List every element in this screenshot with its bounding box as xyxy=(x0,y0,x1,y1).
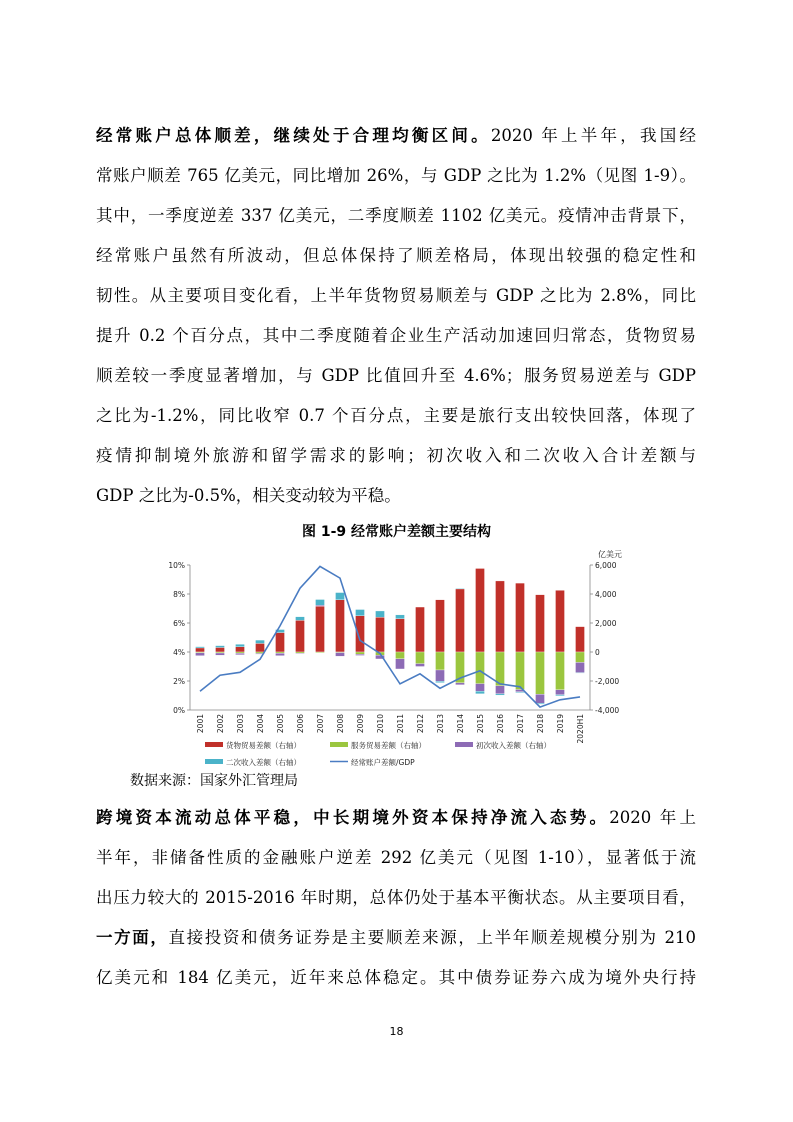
category-label: 2011 xyxy=(396,714,405,734)
category-label: 2009 xyxy=(356,714,365,734)
bar xyxy=(316,606,325,652)
bar xyxy=(536,595,545,652)
category-label: 2002 xyxy=(216,714,225,734)
bar xyxy=(196,653,205,656)
bar xyxy=(536,694,545,703)
text-line xyxy=(96,396,696,436)
bar xyxy=(476,684,485,692)
text-line xyxy=(96,316,696,356)
bar xyxy=(376,611,385,617)
left-tick-label: 10% xyxy=(168,561,185,570)
right-tick-label: 2,000 xyxy=(595,619,617,628)
bar xyxy=(236,644,245,646)
bar xyxy=(316,605,325,606)
text-line xyxy=(96,276,696,316)
text-line xyxy=(96,196,696,236)
right-tick-label: 0 xyxy=(595,648,600,657)
text-line xyxy=(96,236,696,276)
text-line xyxy=(96,356,696,396)
bar xyxy=(556,690,565,695)
bar xyxy=(456,683,465,685)
category-label: 2016 xyxy=(496,714,505,734)
category-label: 2006 xyxy=(296,714,305,734)
bar xyxy=(576,673,585,674)
bar xyxy=(436,681,445,682)
figure-title: 图 1-9 经常账户差额主要结构 xyxy=(301,524,492,540)
bar xyxy=(236,653,245,654)
bar xyxy=(256,640,265,643)
bar xyxy=(416,652,425,664)
text-line xyxy=(96,116,696,156)
line-text: 其中，一季度逆差 337 亿美元，二季度顺差 1102 亿美元。疫情冲击背景下， xyxy=(96,206,696,225)
line-text: 出压力较大的 2015-2016 年时期，总体仍处于基本平衡状态。从主要项目看， xyxy=(96,888,696,907)
bar xyxy=(216,653,225,655)
bar xyxy=(456,588,465,589)
bar xyxy=(496,694,505,695)
bar xyxy=(416,664,425,667)
data-source: 数据来源：国家外汇管理局 xyxy=(130,773,298,789)
left-tick-label: 0% xyxy=(173,706,185,715)
bar xyxy=(396,619,405,652)
bar xyxy=(556,695,565,696)
paragraph-capital-flow xyxy=(96,798,696,998)
bar xyxy=(236,647,245,652)
legend-label: 服务贸易差额（右轴） xyxy=(351,741,426,750)
legend-label: 二次收入差额（右轴） xyxy=(226,758,301,767)
bar xyxy=(516,583,525,652)
bar xyxy=(436,652,445,670)
legend-label: 货物贸易差额（右轴） xyxy=(226,741,301,750)
category-label: 2007 xyxy=(316,714,325,734)
line-text: GDP 之比为-0.5%，相关变动较为平稳。 xyxy=(96,486,401,505)
category-label: 2015 xyxy=(476,714,485,734)
category-label: 2008 xyxy=(336,714,345,734)
category-label: 2020H1 xyxy=(576,714,585,744)
bar xyxy=(556,590,565,652)
bold-lead: 经常账户总体顺差，继续处于合理均衡区间。 xyxy=(96,126,491,145)
line-text: 经常账户虽然有所波动，但总体保持了顺差格局，体现出较强的稳定性和 xyxy=(96,246,696,265)
bar xyxy=(496,581,505,652)
line-text: 韧性。从主要项目变化看，上半年货物贸易顺差与 GDP 之比为 2.8%，同比 xyxy=(96,286,696,305)
text-line xyxy=(96,798,696,838)
text-line xyxy=(96,918,696,958)
category-label: 2018 xyxy=(536,714,545,734)
bar xyxy=(316,600,325,606)
line-text: 提升 0.2 个百分点，其中二季度随着企业生产活动加速回归常态，货物贸易 xyxy=(96,326,696,345)
line-text: 半年，非储备性质的金融账户逆差 292 亿美元（见图 1-10），显著低于流 xyxy=(96,848,696,867)
text-line xyxy=(96,958,696,998)
bar xyxy=(296,652,305,653)
bar xyxy=(336,600,345,652)
bar xyxy=(496,686,505,694)
legend-label: 初次收入差额（右轴） xyxy=(476,741,551,750)
line-text: 2020 年上半年，我国经 xyxy=(490,126,696,145)
text-line xyxy=(96,838,696,878)
text-line xyxy=(96,878,696,918)
legend-swatch xyxy=(455,742,473,747)
right-axis-unit: 亿美元 xyxy=(598,550,622,559)
bar xyxy=(576,627,585,652)
bar xyxy=(396,615,405,619)
bar xyxy=(216,648,225,652)
bar xyxy=(436,670,445,681)
bar xyxy=(196,648,205,652)
left-tick-label: 8% xyxy=(173,590,185,599)
left-tick-label: 4% xyxy=(173,648,185,657)
bar xyxy=(536,652,545,694)
bar xyxy=(496,652,505,686)
text-line xyxy=(96,156,696,196)
bar xyxy=(216,652,225,653)
bar xyxy=(556,652,565,690)
bar xyxy=(296,653,305,654)
category-label: 2013 xyxy=(436,714,445,734)
line-text: 疫情抑制境外旅游和留学需求的影响；初次收入和二次收入合计差额与 xyxy=(96,446,696,465)
bar xyxy=(516,652,525,690)
bar xyxy=(276,633,285,652)
bar xyxy=(296,620,305,652)
bar xyxy=(476,568,485,652)
line-text: 顺差较一季度显著增加，与 GDP 比值回升至 4.6%；服务贸易逆差与 GDP xyxy=(96,366,696,385)
bar xyxy=(476,652,485,684)
bar xyxy=(396,652,405,659)
bar xyxy=(416,607,425,652)
bar xyxy=(296,617,305,621)
bar xyxy=(256,643,265,652)
paragraph-current-account xyxy=(96,116,696,516)
bar xyxy=(356,610,365,616)
bar xyxy=(376,617,385,652)
bar xyxy=(476,691,485,694)
bar xyxy=(456,589,465,652)
line-text: 直接投资和债务证券是主要顺差来源，上半年顺差规模分别为 210 xyxy=(168,928,696,947)
bar xyxy=(356,616,365,652)
bar xyxy=(276,652,285,653)
legend-swatch xyxy=(330,742,348,747)
bar xyxy=(196,647,205,648)
legend-swatch xyxy=(205,742,223,747)
bar xyxy=(336,593,345,600)
text-line xyxy=(96,476,696,516)
category-label: 2001 xyxy=(196,714,205,734)
current-account-chart xyxy=(150,540,640,770)
left-tick-label: 2% xyxy=(173,677,185,686)
bar xyxy=(396,659,405,669)
line-text: 常账户顺差 765 亿美元，同比增加 26%，与 GDP 之比为 1.2%（见图 1-9）。 xyxy=(96,166,696,185)
category-label: 2019 xyxy=(556,714,565,734)
text-line xyxy=(96,436,696,476)
bar xyxy=(236,652,245,653)
bar xyxy=(576,662,585,672)
bar xyxy=(516,692,525,693)
page-number: 18 xyxy=(389,1025,404,1038)
line-text: 2020 年上 xyxy=(609,808,696,827)
bar xyxy=(336,653,345,657)
category-label: 2017 xyxy=(516,714,525,734)
bar xyxy=(436,600,445,652)
bar xyxy=(576,652,585,662)
bar xyxy=(356,652,365,654)
legend-label: 经常账户差额/GDP xyxy=(351,758,415,767)
category-label: 2004 xyxy=(256,714,265,734)
bar xyxy=(216,646,225,648)
line-text: 亿美元和 184 亿美元，近年来总体稳定。其中债券证券六成为境外央行持 xyxy=(96,968,696,987)
category-label: 2014 xyxy=(456,714,465,734)
category-label: 2003 xyxy=(236,714,245,734)
bold-lead: 跨境资本流动总体平稳，中长期境外资本保持净流入态势。 xyxy=(96,808,610,827)
line-text: 之比为-1.2%，同比收窄 0.7 个百分点，主要是旅行支出较快回落，体现了 xyxy=(96,406,696,425)
legend-swatch xyxy=(205,759,223,764)
left-tick-label: 6% xyxy=(173,619,185,628)
right-tick-label: -2,000 xyxy=(595,677,620,686)
bar xyxy=(276,653,285,655)
right-tick-label: 4,000 xyxy=(595,590,617,599)
bar xyxy=(356,654,365,655)
category-label: 2012 xyxy=(416,714,425,734)
bar xyxy=(316,652,325,653)
right-tick-label: -4,000 xyxy=(595,706,620,715)
right-tick-label: 6,000 xyxy=(595,561,617,570)
category-label: 2005 xyxy=(276,714,285,734)
category-label: 2010 xyxy=(376,714,385,734)
bold-lead: 一方面， xyxy=(96,928,169,947)
